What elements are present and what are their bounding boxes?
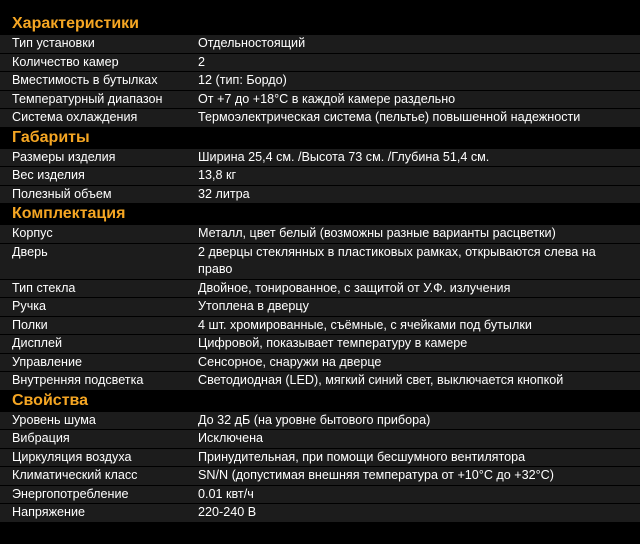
section-title: Свойства (0, 391, 640, 411)
table-row (0, 486, 640, 505)
spec-value: Сенсорное, снаружи на дверце (198, 354, 382, 369)
spec-label: Тип стекла (12, 280, 76, 295)
spec-label: Система охлаждения (12, 110, 138, 124)
spec-value: 4 шт. хромированные, съёмные, с ячейками под бутылки (198, 317, 532, 332)
spec-value: 32 литра (198, 186, 250, 201)
spec-value: Принудительная, при помощи бесшумного вентилятора (198, 449, 526, 464)
table-row (0, 225, 640, 244)
table-row (0, 54, 640, 73)
spec-label: Напряжение (12, 505, 86, 519)
spec-value: От +7 до +18°С в каждой камере раздельно (198, 91, 456, 106)
spec-label: Корпус (12, 226, 53, 240)
table-row (0, 298, 640, 317)
table-row (0, 149, 640, 168)
table-row (0, 35, 640, 54)
spec-label: Количество камер (12, 54, 119, 69)
spec-label: Размеры изделия (12, 149, 116, 164)
spec-label: Ручка (12, 299, 47, 313)
spec-label: Дверь (12, 244, 48, 259)
table-row (0, 372, 640, 391)
section-equipment (0, 204, 640, 391)
section-title: Габариты (0, 128, 640, 148)
section-title: Характеристики (0, 14, 640, 34)
table-row (0, 412, 640, 431)
spec-label: Полки (12, 317, 48, 332)
table-row (0, 449, 640, 468)
spec-value: Цифровой, показывает температуру в камере (198, 336, 468, 350)
section-characteristics (0, 14, 640, 128)
spec-label: Полезный объем (12, 186, 112, 201)
table-row (0, 504, 640, 523)
table-row (0, 244, 640, 280)
table-row (0, 335, 640, 354)
spec-value: До 32 дБ (на уровне бытового прибора) (198, 412, 431, 427)
spec-label: Циркуляция воздуха (12, 449, 132, 464)
section-properties (0, 391, 640, 523)
spec-value: Металл, цвет белый (возможны разные варианты расцветки) (198, 226, 556, 240)
spec-value: Исключена (198, 431, 264, 445)
spec-value: SN/N (допустимая внешняя температура от +10°С до +32°С) (198, 468, 554, 482)
spec-label: Вес изделия (12, 168, 85, 182)
spec-label: Уровень шума (12, 412, 96, 427)
table-row (0, 72, 640, 91)
spec-value: Светодиодная (LED), мягкий синий свет, выключается кнопкой (198, 373, 564, 387)
table-row (0, 317, 640, 336)
spec-value: Термоэлектрическая система (пельтье) повышенной надежности (198, 110, 581, 124)
spec-value: 12 (тип: Бордо) (198, 73, 287, 87)
table-row (0, 186, 640, 205)
spec-value: Утоплена в дверцу (198, 299, 309, 313)
spec-value: 220-240 В (198, 505, 257, 519)
table-row (0, 167, 640, 186)
spec-value: Ширина 25,4 см. /Высота 73 см. /Глубина 51,4 см. (198, 149, 490, 164)
spec-value: 13,8 кг (198, 168, 237, 182)
table-row (0, 109, 640, 128)
spec-label: Климатический класс (12, 468, 138, 482)
spec-label: Тип установки (12, 36, 95, 50)
spec-label: Вибрация (12, 431, 70, 445)
table-row (0, 91, 640, 110)
spec-label: Температурный диапазон (12, 91, 163, 106)
spec-label: Дисплей (12, 336, 63, 350)
section-dimensions (0, 128, 640, 205)
section-title: Комплектация (0, 204, 640, 224)
table-row (0, 467, 640, 486)
spec-label: Вместимость в бутылках (12, 73, 158, 87)
spec-label: Энергопотребление (12, 486, 129, 501)
table-row (0, 354, 640, 373)
table-row (0, 430, 640, 449)
spec-value: 0.01 квт/ч (198, 486, 254, 501)
spec-label: Внутренняя подсветка (12, 373, 144, 387)
spec-value: 2 дверцы стеклянных в пластиковых рамках, открываются слева на право (198, 244, 596, 276)
table-row (0, 280, 640, 299)
spec-value: Двойное, тонированное, с защитой от У.Ф. излучения (198, 280, 511, 295)
spec-label: Управление (12, 354, 83, 369)
spec-value: 2 (198, 54, 206, 69)
spec-value: Отдельностоящий (198, 36, 306, 50)
